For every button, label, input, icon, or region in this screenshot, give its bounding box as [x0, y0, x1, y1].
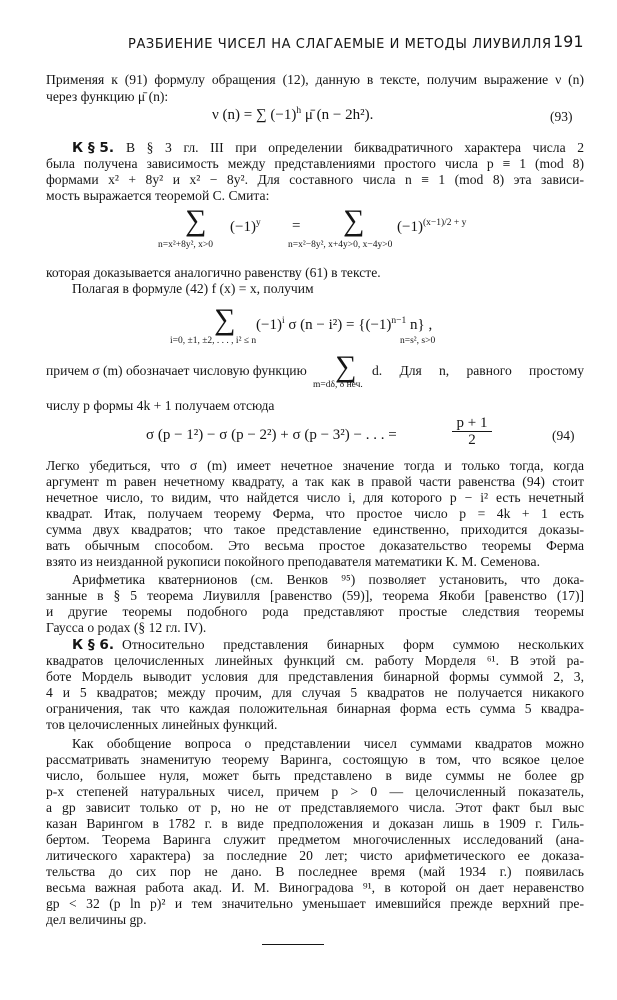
fraction-numerator: p + 1 — [452, 415, 492, 432]
text-line: вать обычным способом. Это весьма простое доказательство теоремы Ферма — [46, 538, 584, 553]
text-line: ограничения, так что каждая положительная бинарная форма есть сумма 5 квадра- — [46, 701, 584, 716]
text-line: В § 3 гл. III при определении биквадратичного характера числа 2 — [126, 140, 584, 155]
text-line: литического характера) за последние 20 лет; чисто арифметического ее доказа- — [46, 848, 584, 863]
text-line: бертом. Теорема Варинга служит предметом многочисленных исследований (ана- — [46, 832, 584, 847]
sum-sign: ∑ — [185, 204, 207, 237]
end-rule — [262, 944, 324, 945]
text-line: весьма важная работа акад. И. М. Виноградова ⁹¹, в которой он дает неравенство — [46, 880, 584, 895]
equation-label: (93) — [550, 109, 573, 124]
text-line: нечетное число, то видим, что найдется число i, для которого p − i² есть нечетный — [46, 490, 584, 505]
text-line: тельства до сих пор не дано. В последнее время (май 1934 г.) появилась — [46, 864, 584, 879]
text-line: число, большее нуля, может быть представлено в виде суммы не более gp — [46, 768, 584, 783]
equation-42-body: $(-1)^i$ σ $(n - i^2) = \{(-1)^{n-1}$ n} , — [256, 316, 433, 333]
text-line: квадратов целочисленных линейных функций см. работу Морделя ⁶¹. В этой ра- — [46, 653, 584, 668]
text-line: Арифметика кватернионов (см. Венков ⁹⁵) позволяет установить, что дока- — [72, 572, 584, 587]
sum-subscript: n=x²−8y², x+4y>0, x−4y>0 — [288, 240, 393, 250]
text-line: тов целочисленных линейных функций. — [46, 717, 278, 732]
equals-sign: = — [292, 218, 301, 234]
text-line: Легко убедиться, что σ (m) имеет нечетное значение тогда и только тогда, когда — [46, 458, 584, 473]
text-line: Применяя к (91) формулу обращения (12), данную в тексте, получим выражение ν (n) — [46, 72, 584, 87]
text-line: p-х степеней натуральных чисел, причем p > 0 — целочисленный показатель, — [46, 784, 584, 799]
text-line: мость выражается теоремой С. Смита: — [46, 188, 270, 203]
running-header: РАЗБИЕНИЕ ЧИСЕЛ НА СЛАГАЕМЫЕ И МЕТОДЫ ЛИУВИЛЛЯ — [128, 37, 552, 52]
text-line: gp < 32 (p ln p)² и тем значительно уменьшает имевшийся прежде верхний пре- — [46, 896, 584, 911]
text-line: квадрат. Итак, получаем теорему Ферма, что простое число p = 4k + 1 есть — [46, 506, 584, 521]
equation-94: σ (p − 1²) − σ (p − 2²) + σ (p − 3²) − . . . = — [146, 427, 397, 443]
page-number: 191 — [553, 32, 584, 51]
sum-subscript: n=s², s>0 — [400, 336, 436, 346]
text-line: рассматривать знаменитую теорему Варинга, состоящую в том, что всякое целое — [46, 752, 584, 767]
text-line: казан Варингом в 1782 г. в виде предположения и доказан лишь в 1909 г. Гиль- — [46, 816, 584, 831]
text-line: Относительно представления бинарных форм суммою нескольких — [122, 637, 584, 652]
sum-subscript: i=0, ±1, ±2, . . . , i² ≤ n — [170, 336, 257, 346]
text-line: была получена зависимость между представлениями простого числа p ≡ 1 (mod 8) — [46, 156, 584, 171]
sum-subscript: n=x²+8y², x>0 — [158, 240, 214, 250]
section-note-k5: К § 5. — [72, 140, 114, 156]
text-line: d. Для n, равного простому — [372, 363, 584, 378]
text-line: взято из неизданной рукописи покойного преподавателя математики К. М. Семенова. — [46, 554, 540, 569]
sum-subscript: m=dδ, δ неч. — [313, 380, 363, 390]
fraction — [452, 415, 492, 448]
smith-term: $(-1)^y$ — [230, 218, 261, 235]
equation-label: (94) — [552, 428, 575, 443]
text-line: сумма двух квадратов; что такое представление единственно, приходится доказы- — [46, 522, 584, 537]
sum-sign: ∑ — [214, 303, 236, 336]
text-line: Как обобщение вопроса о представлении чисел суммами квадратов можно — [72, 736, 584, 751]
equation-93: ν (n) = ∑ $(-1)^h$ μ̄ (n − 2h²). — [212, 106, 374, 123]
smith-term: $(-1)^{(x-1)/2 + y}$ — [397, 218, 467, 235]
text-line: через функцию μ̄ (n): — [46, 89, 169, 104]
text-line: а gp зависит только от p, но не от представляемого числа. Этот факт был выс — [46, 800, 584, 815]
fraction-denominator: 2 — [468, 432, 476, 448]
text-line: 4 и 5 квадратов; между прочим, для случая 5 квадратов не получается никакого — [46, 685, 584, 700]
text-line: которая доказывается аналогично равенству (61) в тексте. — [46, 265, 381, 280]
text-line: аргумент m равен нечетному квадрату, а так как в правой части равенства (94) стоит — [46, 474, 584, 489]
text-line: боте Мордель выводит условия для представления бинарной формы суммой 2, 3, — [46, 669, 584, 684]
text-line: причем σ (m) обозначает числовую функцию — [46, 363, 307, 378]
text-line: дел величины gp. — [46, 912, 147, 927]
section-note-k6: К § 6. — [72, 637, 114, 653]
sum-sign: ∑ — [343, 204, 365, 237]
sum-sign: ∑ — [335, 350, 357, 383]
text-line: занные в § 5 теорема Лиувилля [равенство (59)], теорема Якоби [равенство (17)] — [46, 588, 584, 603]
text-line: формами x² + 8y² и x² − 8y². Для составного числа n ≡ 1 (mod 8) эта зависи- — [46, 172, 584, 187]
text-line: Гаусса о родах (§ 12 гл. IV). — [46, 620, 207, 635]
text-line: числу p формы 4k + 1 получаем отсюда — [46, 398, 275, 413]
text-line: и другие теоремы подобного рода представляют простые следствия теоремы — [46, 604, 584, 619]
text-line: Полагая в формуле (42) f (x) = x, получим — [72, 281, 314, 296]
